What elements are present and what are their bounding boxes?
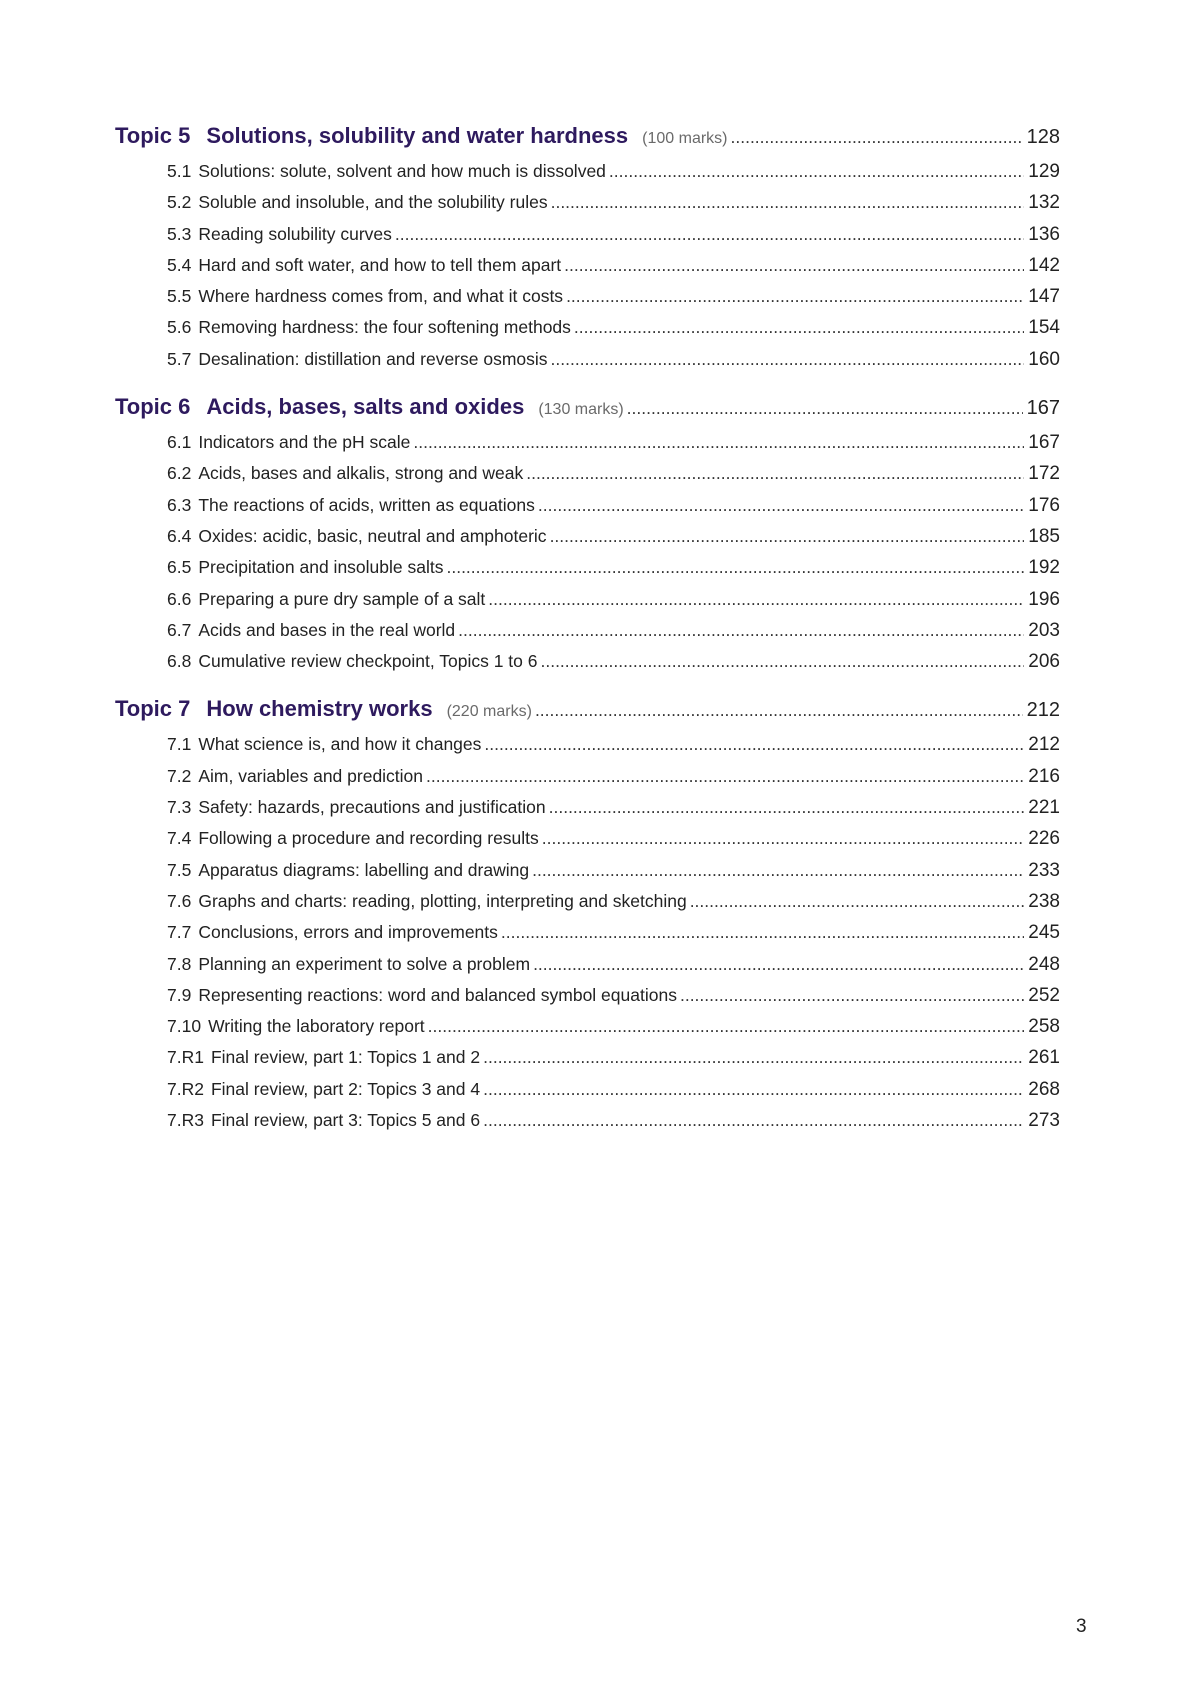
dot-leader [680,980,1024,1011]
section-entry[interactable] [115,1105,1060,1136]
dot-leader [413,427,1024,458]
dot-leader [501,917,1024,948]
topic-entry[interactable] [115,116,1060,156]
dot-leader [483,1105,1024,1136]
section-number: 7.R3 [167,1110,204,1131]
topic-title: How chemistry works [206,696,433,722]
section-page-number: 248 [1028,953,1060,975]
section-number: 5.5 [167,286,192,307]
section-title: Acids and bases in the real world [198,619,456,640]
section-page-number: 226 [1028,828,1060,850]
section-number: 7.7 [167,922,192,943]
section-number: 7.2 [167,765,192,786]
topic-block [115,689,1060,1136]
section-page-number: 167 [1028,432,1060,454]
section-number: 6.1 [167,432,192,453]
section-entry[interactable] [115,219,1060,250]
section-page-number: 203 [1028,619,1060,641]
topic-title: Solutions, solubility and water hardness [206,123,629,148]
section-page-number: 238 [1028,890,1060,912]
section-page-number: 160 [1028,348,1060,370]
section-entry[interactable] [115,427,1060,458]
dot-leader [574,312,1024,343]
dot-leader [564,250,1024,281]
section-title: Acids, bases and alkalis, strong and weak [198,463,524,484]
dot-leader [428,1011,1025,1042]
section-number: 5.7 [167,348,192,369]
section-title: Indicators and the pH scale [198,432,411,453]
topic-block [115,116,1060,375]
section-entry[interactable] [115,615,1060,646]
section-entry[interactable] [115,458,1060,489]
dot-leader [483,1042,1024,1073]
section-page-number: 221 [1028,797,1060,819]
section-entry[interactable] [115,646,1060,677]
section-page-number: 212 [1028,734,1060,756]
topic-page-number: 128 [1026,126,1060,148]
section-number: 7.8 [167,953,192,974]
section-page-number: 136 [1028,223,1060,245]
dot-leader [609,156,1024,187]
section-title: Planning an experiment to solve a problem [198,953,531,974]
section-page-number: 245 [1028,922,1060,944]
section-title: Final review, part 1: Topics 1 and 2 [210,1047,481,1068]
section-number: 6.2 [167,463,192,484]
section-title: Aim, variables and prediction [198,765,424,786]
section-number: 7.R1 [167,1047,204,1068]
section-number: 7.4 [167,828,192,849]
section-entry[interactable] [115,917,1060,948]
topic-marks: (100 marks) [642,130,728,147]
section-title: Removing hardness: the four softening methods [198,317,571,338]
section-entry[interactable] [115,761,1060,792]
section-entry[interactable] [115,1011,1060,1042]
section-page-number: 147 [1028,286,1060,308]
section-entry[interactable] [115,855,1060,886]
section-number: 6.7 [167,619,192,640]
section-entry[interactable] [115,250,1060,281]
section-entry[interactable] [115,886,1060,917]
section-page-number: 185 [1028,525,1060,547]
dot-leader [458,615,1024,646]
section-title: Safety: hazards, precautions and justification [198,797,546,818]
topic-entry[interactable] [115,387,1060,427]
section-number: 5.3 [167,223,192,244]
section-page-number: 258 [1028,1016,1060,1038]
section-title: Apparatus diagrams: labelling and drawing [198,859,530,880]
dot-leader [483,1074,1024,1105]
dot-leader [731,117,1023,156]
section-entry[interactable] [115,521,1060,552]
section-page-number: 233 [1028,859,1060,881]
section-title: Graphs and charts: reading, plotting, interpreting and sketching [198,890,687,911]
section-entry[interactable] [115,344,1060,375]
section-title: Final review, part 2: Topics 3 and 4 [210,1078,481,1099]
section-number: 5.4 [167,254,192,275]
section-number: 5.2 [167,192,192,213]
dot-leader [627,388,1023,427]
dot-leader [566,281,1024,312]
section-entry[interactable] [115,552,1060,583]
dot-leader [446,552,1024,583]
section-title: Where hardness comes from, and what it costs [198,286,564,307]
topic-entry[interactable] [115,689,1060,729]
section-title: Writing the laboratory report [208,1016,425,1037]
section-number: 7.R2 [167,1078,204,1099]
dot-leader [535,690,1023,729]
section-title: Precipitation and insoluble salts [198,557,444,578]
section-number: 6.6 [167,588,192,609]
section-number: 6.5 [167,557,192,578]
section-page-number: 252 [1028,984,1060,1006]
section-title: Following a procedure and recording results [198,828,539,849]
section-title: Preparing a pure dry sample of a salt [198,588,486,609]
section-number: 6.4 [167,525,192,546]
section-entry[interactable] [115,823,1060,854]
section-page-number: 132 [1028,192,1060,214]
section-page-number: 261 [1028,1047,1060,1069]
section-entry[interactable] [115,490,1060,521]
dot-leader [484,729,1024,760]
section-number: 7.9 [167,984,192,1005]
topic-page-number: 212 [1026,699,1060,722]
dot-leader [551,344,1025,375]
section-page-number: 172 [1028,463,1060,485]
section-page-number: 273 [1028,1110,1060,1132]
section-title: Solutions: solute, solvent and how much is dissolved [198,161,606,181]
topic-number: Topic 6 [115,394,191,420]
section-entry[interactable] [115,949,1060,980]
section-page-number: 196 [1028,588,1060,610]
dot-leader [550,521,1025,552]
section-page-number: 216 [1028,765,1060,787]
section-entry[interactable] [115,312,1060,343]
section-title: Cumulative review checkpoint, Topics 1 to 6 [198,651,538,672]
topic-block [115,387,1060,677]
section-title: Hard and soft water, and how to tell them apart [198,254,562,275]
section-title: What science is, and how it changes [198,734,482,755]
page-number: 3 [1076,1616,1087,1637]
section-title: The reactions of acids, written as equations [198,494,535,515]
section-title: Final review, part 3: Topics 5 and 6 [210,1110,481,1131]
section-number: 6.8 [167,651,192,672]
dot-leader [532,855,1024,886]
section-number: 5.1 [167,161,192,181]
section-title: Conclusions, errors and improvements [198,922,498,943]
section-page-number: 192 [1028,557,1060,579]
section-title: Soluble and insoluble, and the solubility rules [198,192,548,213]
dot-leader [426,761,1024,792]
section-number: 7.10 [167,1016,202,1037]
section-entry[interactable] [115,1042,1060,1073]
section-number: 5.6 [167,317,192,338]
section-number: 7.3 [167,797,192,818]
topic-number: Topic 5 [115,123,191,148]
dot-leader [395,219,1024,250]
dot-leader [526,458,1024,489]
section-title: Representing reactions: word and balanced symbol equations [198,984,677,1005]
section-entry[interactable] [115,584,1060,615]
topic-marks: (130 marks) [538,401,624,419]
section-page-number: 129 [1028,161,1060,182]
dot-leader [549,792,1025,823]
dot-leader [538,490,1024,521]
section-title: Oxides: acidic, basic, neutral and amphoteric [198,525,547,546]
section-entry[interactable] [115,729,1060,760]
section-page-number: 206 [1028,651,1060,673]
section-page-number: 176 [1028,494,1060,516]
section-page-number: 142 [1028,254,1060,276]
section-number: 7.6 [167,890,192,911]
dot-leader [542,823,1025,854]
topic-page-number: 167 [1026,397,1060,420]
section-entry[interactable] [115,156,1060,187]
section-title: Reading solubility curves [198,223,392,244]
table-of-contents [115,116,1060,1148]
topic-title: Acids, bases, salts and oxides [206,394,525,420]
section-title: Desalination: distillation and reverse osmosis [198,348,548,369]
dot-leader [690,886,1025,917]
topic-number: Topic 7 [115,696,191,722]
section-entry[interactable] [115,1074,1060,1105]
dot-leader [540,646,1024,677]
section-entry[interactable] [115,792,1060,823]
section-entry[interactable] [115,187,1060,218]
section-page-number: 154 [1028,317,1060,339]
section-entry[interactable] [115,281,1060,312]
dot-leader [551,187,1025,218]
section-number: 7.1 [167,734,192,755]
section-number: 7.5 [167,859,192,880]
topic-marks: (220 marks) [446,703,532,721]
section-entry[interactable] [115,980,1060,1011]
dot-leader [488,584,1024,615]
dot-leader [533,949,1024,980]
section-number: 6.3 [167,494,192,515]
section-page-number: 268 [1028,1078,1060,1100]
